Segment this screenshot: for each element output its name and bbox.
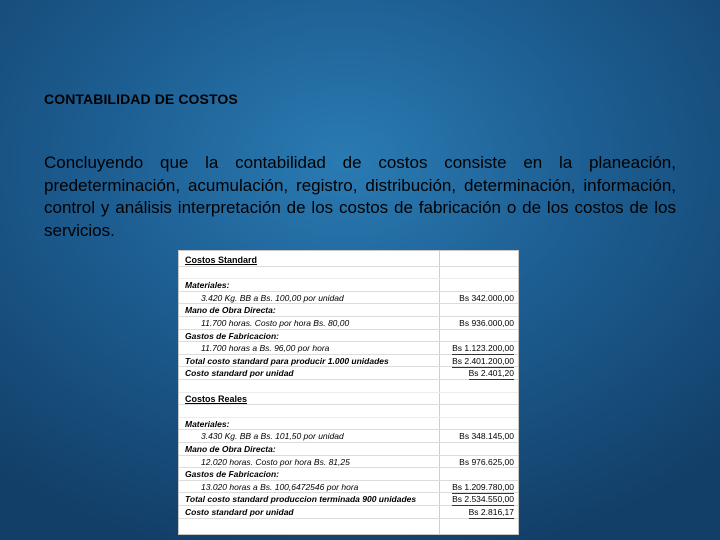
table-row (179, 279, 518, 292)
slide-title: CONTABILIDAD DE COSTOS (44, 91, 238, 107)
row-amount: Bs 342.000,00 (459, 292, 514, 303)
table-row (179, 430, 518, 443)
row-label: Mano de Obra Directa: (185, 305, 276, 316)
table-row (179, 317, 518, 330)
table-row (179, 355, 518, 368)
table-row (179, 468, 518, 481)
row-amount: Bs 1.209.780,00 (452, 481, 514, 492)
row-label: Gastos de Fabricacion: (185, 330, 279, 341)
blank-row (179, 267, 518, 280)
row-label: Mano de Obra Directa: (185, 444, 276, 454)
table-row (179, 493, 518, 506)
row-label: 3.430 Kg. BB a Bs. 101,50 por unidad (201, 431, 344, 442)
row-label: 13.020 horas a Bs. 100,6472546 por hora (201, 481, 359, 492)
table-row (179, 367, 518, 380)
blank-row (179, 380, 518, 393)
table-row (179, 456, 518, 469)
row-amount: Bs 976.625,00 (459, 456, 514, 467)
row-label: Materiales: (185, 280, 230, 291)
table-row (179, 342, 518, 355)
row-label: 11.700 horas. Costo por hora Bs. 80,00 (201, 318, 350, 328)
row-amount: Bs 348.145,00 (459, 431, 514, 442)
row-label: Total costo standard produccion terminada 900 unidades (185, 494, 417, 505)
table-row (179, 481, 518, 494)
slide-body-text: Concluyendo que la contabilidad de costos consiste en la planeación, predeterminación, acumulación, registro, distribución, determinación, información, control y análisis interpretación de los costos de fabricación o de los costos de los servicios. (44, 153, 676, 240)
row-label: Total costo standard para producir 1.000 unidades (185, 355, 389, 366)
table-row (179, 330, 518, 343)
section-header: Costos Reales (185, 393, 248, 404)
row-label: Costo standard por unidad (185, 368, 294, 379)
row-amount: Bs 2.401.200,00 (452, 355, 514, 366)
row-amount: Bs 2.816,17 (468, 507, 514, 517)
row-label: 12.020 horas. Costo por hora Bs. 81,25 (201, 456, 350, 467)
row-amount: Bs 1.123.200,00 (452, 343, 514, 354)
row-label: Gastos de Fabricacion: (185, 469, 279, 480)
section-header-row (179, 393, 518, 406)
row-label: Costo standard por unidad (185, 507, 294, 517)
row-label: 3.420 Kg. BB a Bs. 100,00 por unidad (201, 292, 344, 303)
table-row (179, 506, 518, 519)
section-header: Costos Standard (185, 255, 258, 265)
cost-sheet-image (178, 250, 519, 535)
row-amount: Bs 936.000,00 (459, 318, 514, 328)
blank-row (179, 405, 518, 418)
row-label: 11.700 horas a Bs. 96,00 por hora (201, 343, 330, 354)
section-header-row (179, 254, 518, 267)
row-label: Materiales: (185, 418, 230, 429)
table-row (179, 418, 518, 431)
table-row (179, 292, 518, 305)
table-row (179, 443, 518, 456)
row-amount: Bs 2.534.550,00 (452, 494, 514, 505)
row-amount: Bs 2.401,20 (468, 368, 514, 379)
table-row (179, 304, 518, 317)
